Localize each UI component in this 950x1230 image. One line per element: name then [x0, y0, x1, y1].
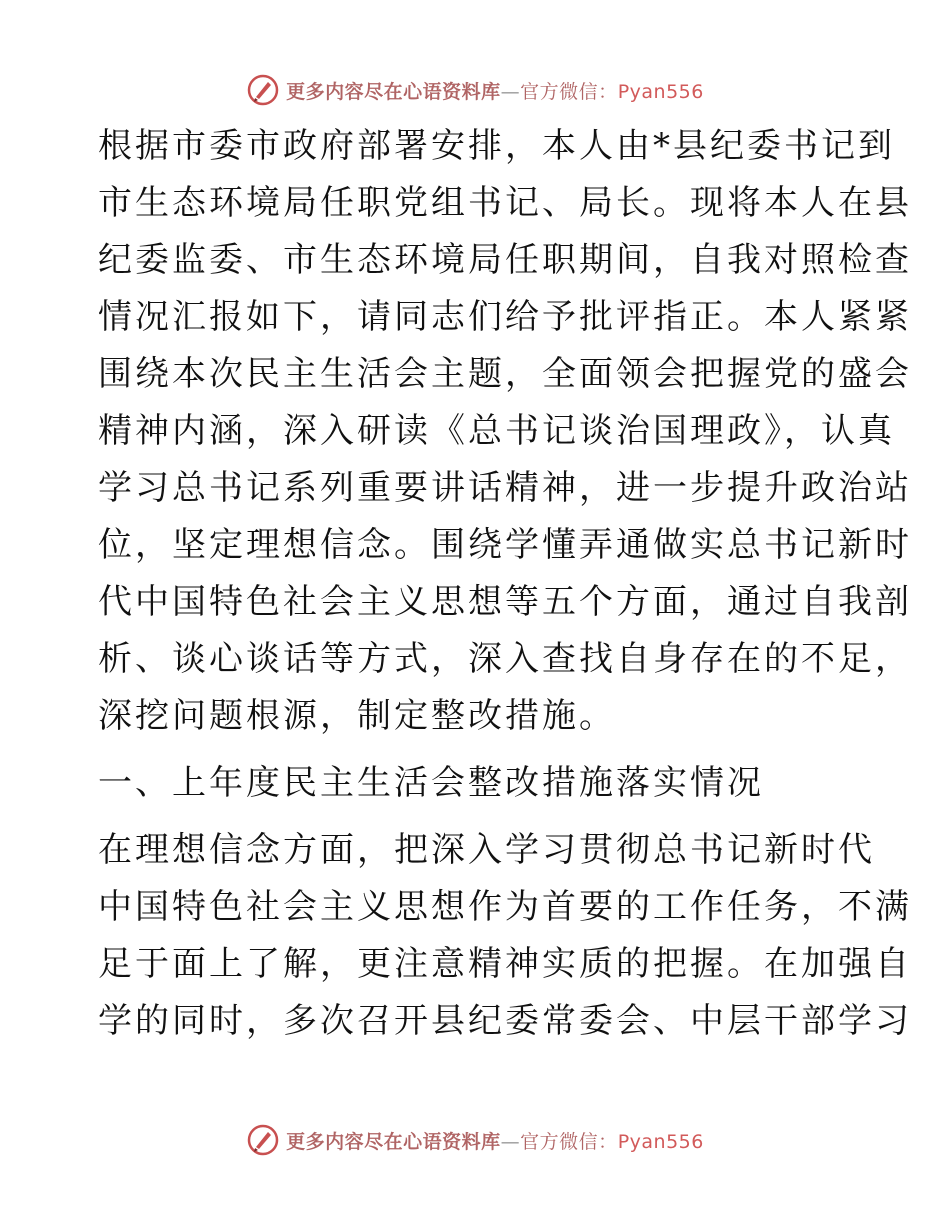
banner-title: 更多内容尽在心语资料库: [286, 1130, 501, 1153]
banner-separator: —: [500, 80, 521, 103]
text-line: 精神内涵，深入研读《总书记谈治国理政》，认真: [98, 411, 895, 451]
text-line: 学的同时，多次召开县纪委常委会、中层干部学习: [98, 1001, 912, 1041]
text-line: 代中国特色社会主义思想等五个方面，通过自我剖: [98, 582, 912, 622]
text-line: 根据市委市政府部署安排，本人由*县纪委书记到: [98, 126, 895, 166]
text-line: 深挖问题根源，制定整改措施。: [98, 696, 616, 736]
text-line: 位，坚定理想信念。围绕学懂弄通做实总书记新时: [98, 525, 912, 565]
banner-account: Pyan556: [617, 80, 704, 103]
banner-account: Pyan556: [617, 1130, 704, 1153]
paragraph-gap: [98, 745, 850, 755]
text-line: 析、谈心谈话等方式，深入查找自身存在的不足，: [98, 639, 912, 679]
paragraph-ideals: [98, 822, 912, 1050]
text-line: 足于面上了解，更注意精神实质的把握。在加强自: [98, 944, 912, 984]
text-line: 情况汇报如下，请同志们给予批评指正。本人紧紧: [98, 297, 912, 337]
text-line: 纪委监委、市生态环境局任职期间，自我对照检查: [98, 240, 912, 280]
text-line: 中国特色社会主义思想作为首要的工作任务，不满: [98, 887, 912, 927]
footer-banner: [0, 1120, 950, 1160]
paragraph-intro: [98, 118, 912, 745]
banner-text: [286, 1127, 704, 1154]
banner-text: [286, 77, 704, 104]
header-banner: [0, 70, 950, 110]
text-line: 学习总书记系列重要讲话精神，进一步提升政治站: [98, 468, 912, 508]
text-line: 市生态环境局任职党组书记、局长。现将本人在县: [98, 183, 912, 223]
document-body: [98, 118, 912, 1050]
brush-logo-icon: [246, 1123, 280, 1157]
text-line: 在理想信念方面，把深入学习贯彻总书记新时代: [98, 830, 875, 870]
paragraph-gap: [98, 812, 850, 822]
text-line: 围绕本次民主生活会主题，全面领会把握党的盛会: [98, 354, 912, 394]
banner-account-label: 官方微信：: [520, 80, 618, 103]
brush-logo-icon: [246, 73, 280, 107]
banner-separator: —: [500, 1130, 521, 1153]
banner-account-label: 官方微信：: [520, 1130, 618, 1153]
section-heading: 一、上年度民主生活会整改措施落实情况: [98, 763, 764, 803]
banner-title: 更多内容尽在心语资料库: [286, 80, 501, 103]
